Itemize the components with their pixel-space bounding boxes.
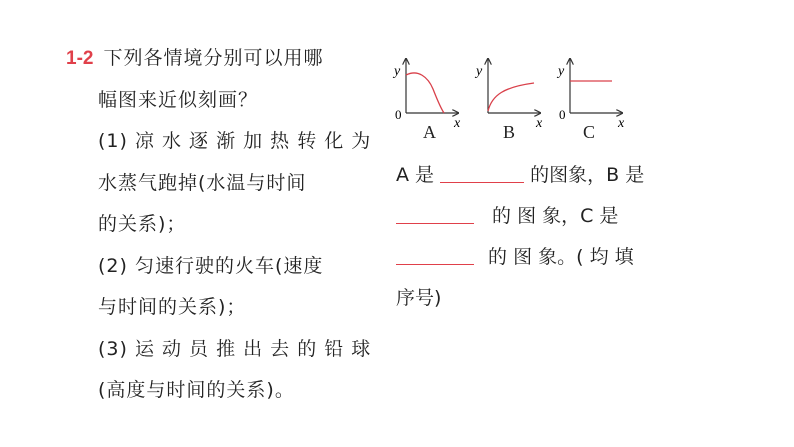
- graph-b-label: B: [503, 122, 516, 142]
- problem-line-2: 幅图来近似刻画？: [98, 88, 259, 111]
- graph-c-y-label: y: [558, 64, 565, 79]
- graph-a-y-label: y: [394, 64, 401, 79]
- graph-c: [556, 59, 625, 131]
- problem-text: [66, 38, 372, 412]
- graph-a-label: A: [423, 122, 436, 142]
- graph-a: [392, 59, 461, 131]
- answer-line-2: 的 图 象，C 是: [396, 196, 654, 237]
- answer-blank-a[interactable]: [440, 164, 524, 183]
- graph-a-origin: 0: [395, 107, 402, 122]
- graph-a-x-label: x: [454, 116, 461, 131]
- answer-line-3: 的 图 象。( 均 填: [396, 237, 654, 278]
- answer-line-4: 序号): [396, 287, 442, 309]
- curve-a: [406, 73, 444, 113]
- problem-number: 1-2: [66, 48, 94, 69]
- problem-line-4: 水蒸气跑掉(水温与时间: [98, 171, 307, 194]
- graph-c-label: C: [583, 122, 596, 142]
- graph-b-y-label: y: [476, 64, 483, 79]
- problem-line-6: (2) 匀速行驶的火车(速度: [98, 254, 324, 277]
- problem-line-8: (3) 运 动 员 推 出 去 的 铅 球: [98, 337, 372, 360]
- problem-line-5: 的关系)；: [98, 213, 187, 235]
- graph-b: [474, 59, 543, 131]
- problem-line-3: (1) 凉 水 逐 渐 加 热 转 化 为: [98, 130, 372, 152]
- graph-c-origin: 0: [559, 107, 566, 122]
- problem-line-1: 1-2 下列各情境分别可以用哪: [66, 47, 324, 69]
- curve-b: [488, 83, 534, 111]
- answer-area: [396, 155, 654, 319]
- answer-line-1: A 是 的图象，B 是: [396, 164, 645, 186]
- problem-line-9: (高度与时间的关系)。: [98, 379, 295, 401]
- answer-blank-b[interactable]: [396, 205, 474, 224]
- graph-b-x-label: x: [536, 116, 543, 131]
- problem-line-7: 与时间的关系)；: [98, 296, 247, 318]
- graph-c-x-label: x: [618, 116, 625, 131]
- answer-blank-c[interactable]: [396, 246, 474, 265]
